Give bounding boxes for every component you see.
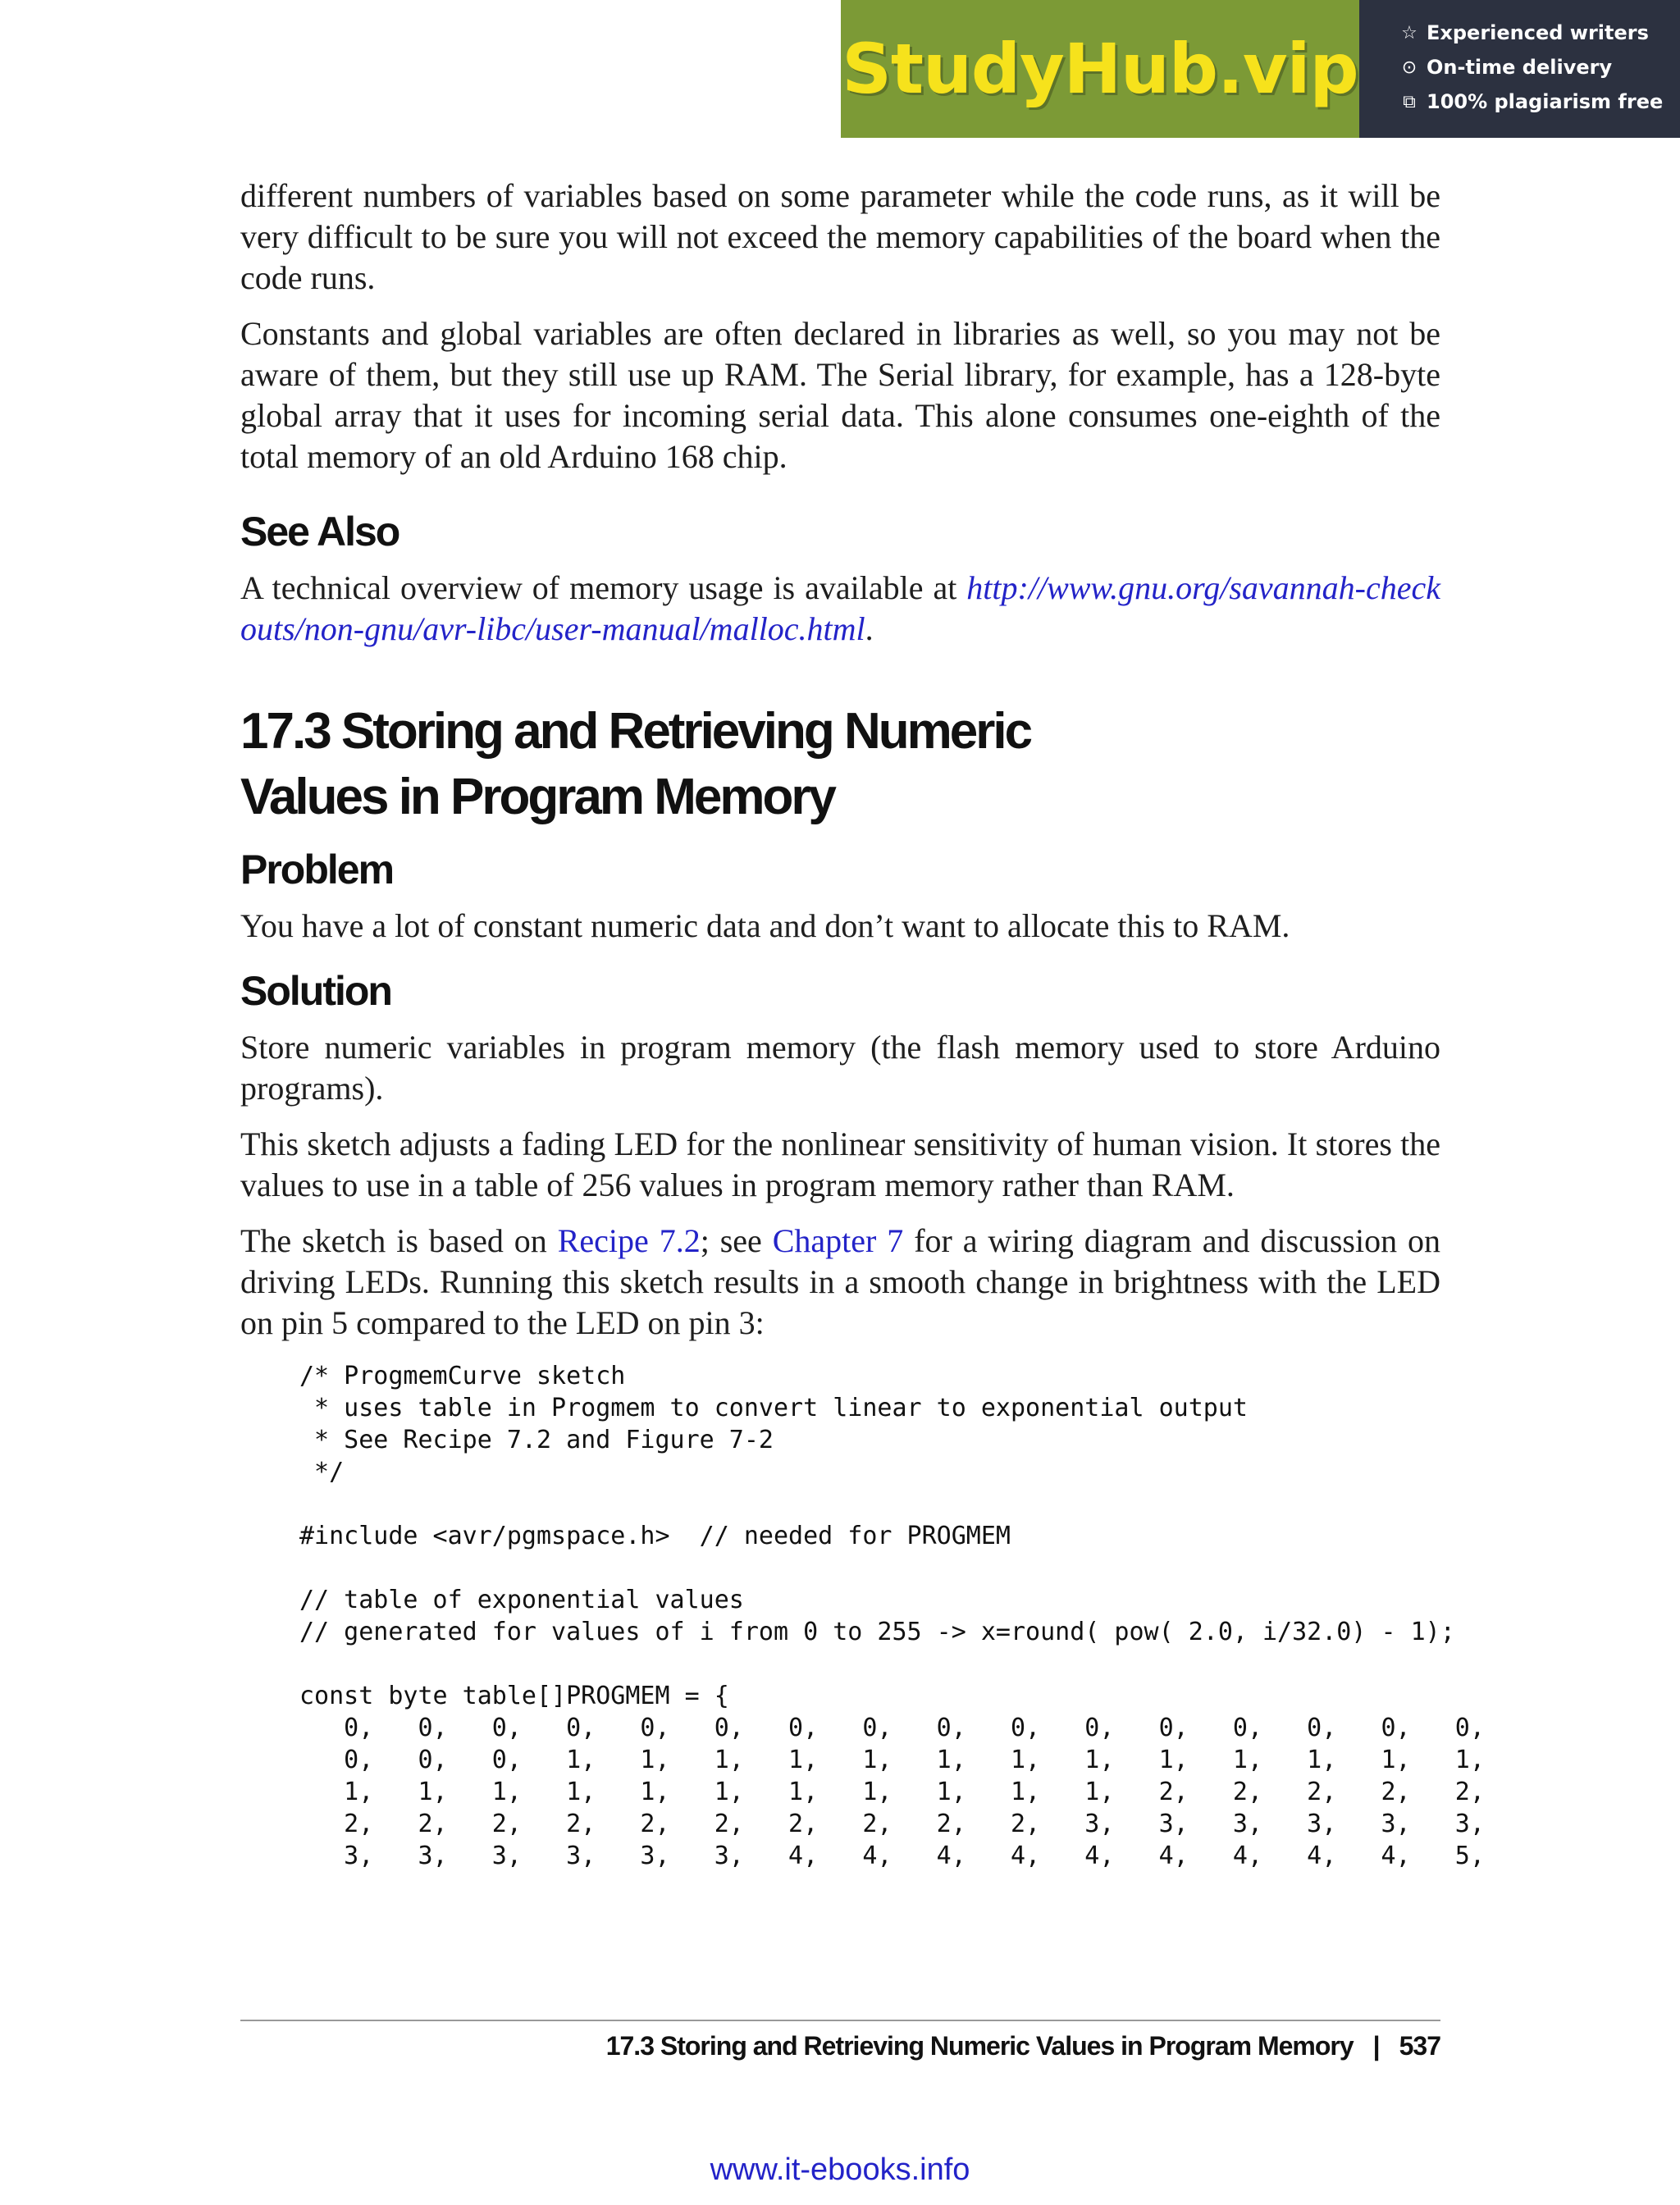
copy-icon: ⧉ xyxy=(1403,91,1416,112)
solution-text-b: ; see xyxy=(700,1222,773,1259)
watermark-link[interactable]: www.it-ebooks.info xyxy=(710,2152,970,2187)
page-number: 537 xyxy=(1399,2031,1440,2061)
star-icon: ☆ xyxy=(1401,22,1418,43)
brand-name: StudyHub.vip xyxy=(842,29,1358,109)
feature-experienced-writers xyxy=(1399,20,1680,46)
running-title: 17.3 Storing and Retrieving Numeric Values in Program Memory xyxy=(605,2031,1354,2061)
studyhub-logo[interactable] xyxy=(841,0,1359,138)
section-title: 17.3 Storing and Retrieving Numeric Values in Program Memory xyxy=(240,703,1031,825)
page-footer xyxy=(606,2031,1440,2061)
feature-label: On-time delivery xyxy=(1427,56,1613,79)
problem-text: You have a lot of constant numeric data and don’t want to allocate this to RAM. xyxy=(240,907,1290,944)
feature-label: Experienced writers xyxy=(1427,21,1649,44)
recipe-7-2-link[interactable]: Recipe 7.2 xyxy=(557,1222,701,1259)
studyhub-banner[interactable] xyxy=(841,0,1680,138)
code-listing: /* ProgmemCurve sketch * uses table in Progmem to convert linear to exponential output * See Recipe 7.2 and Figure 7-2 */ #include <avr/pgmspace.h> // needed for PROGMEM // table of exponential values // generated for values of i from 0 to 255 -> x=round( pow( 2.0, i/32.0) - 1); const byte table[]PROGMEM = { 0, 0, 0, 0, 0, 0, 0, 0, 0, 0, 0, 0, 0, 0, 0, 0, 0, 0, 0, 1, 1, 1, 1, 1, 1, 1, 1, 1, 1, 1, 1, 1, 1, 1, 1, 1, 1, 1, 1, 1, 1, 1, 1, 2, 2, 2, 2, 2, 2, 2, 2, 2, 2, 2, 2, 2, 2, 2, 3, 3, 3, 3, 3, 3, 3, 3, 3, 3, 3, 3, 4, 4, 4, 4, 4, 4, 4, 4, 4, 5, xyxy=(299,1362,1485,1870)
solution-text-c: for a wiring diagram and discussion on driving LEDs. Running this sketch results in a smooth change in brightness with the LED on pin 5 compared to the LED on pin 3: xyxy=(240,1222,1441,1341)
footer-separator: | xyxy=(1372,2031,1380,2061)
paragraph-memory-params: different numbers of variables based on some parameter while the code runs, as it will be very difficult to be sure you will not exceed the memory capabilities of the board when the code runs. xyxy=(240,177,1440,296)
problem-heading: Problem xyxy=(240,847,394,892)
feature-on-time-delivery xyxy=(1399,54,1680,80)
clock-icon: ⊙ xyxy=(1401,57,1418,78)
see-also-text: A technical overview of memory usage is available at xyxy=(240,569,967,606)
paragraph-libraries-ram: Constants and global variables are often declared in libraries as well, so you may not be aware of them, but they still use up RAM. The Serial library, for example, has a 128-byte global array that it uses for incoming serial data. This alone consumes one-eighth of the total memory of an old Arduino 168 chip. xyxy=(240,315,1440,475)
malloc-manual-link[interactable]: http://www.gnu.org/savannah-checkouts/non-gnu/avr-libc/user-manual/malloc.html xyxy=(240,569,1440,647)
solution-paragraph-3 xyxy=(240,1221,1440,1344)
feature-plagiarism-free xyxy=(1399,89,1680,115)
chapter-7-link[interactable]: Chapter 7 xyxy=(772,1222,904,1259)
footer-divider xyxy=(240,2020,1440,2021)
see-also-paragraph xyxy=(240,568,1440,650)
solution-paragraph-1: Store numeric variables in program memory (the flash memory used to store Arduino programs). xyxy=(240,1029,1440,1107)
solution-text-a: The sketch is based on xyxy=(240,1222,558,1259)
page-content xyxy=(240,176,1485,1872)
solution-paragraph-2: This sketch adjusts a fading LED for the nonlinear sensitivity of human vision. It stores the values to use in a table of 256 values in program memory rather than RAM. xyxy=(240,1125,1440,1203)
see-also-period: . xyxy=(865,610,874,647)
banner-features xyxy=(1359,0,1680,138)
see-also-heading: See Also xyxy=(240,509,399,555)
feature-label: 100% plagiarism free xyxy=(1427,90,1664,113)
solution-heading: Solution xyxy=(240,968,391,1014)
